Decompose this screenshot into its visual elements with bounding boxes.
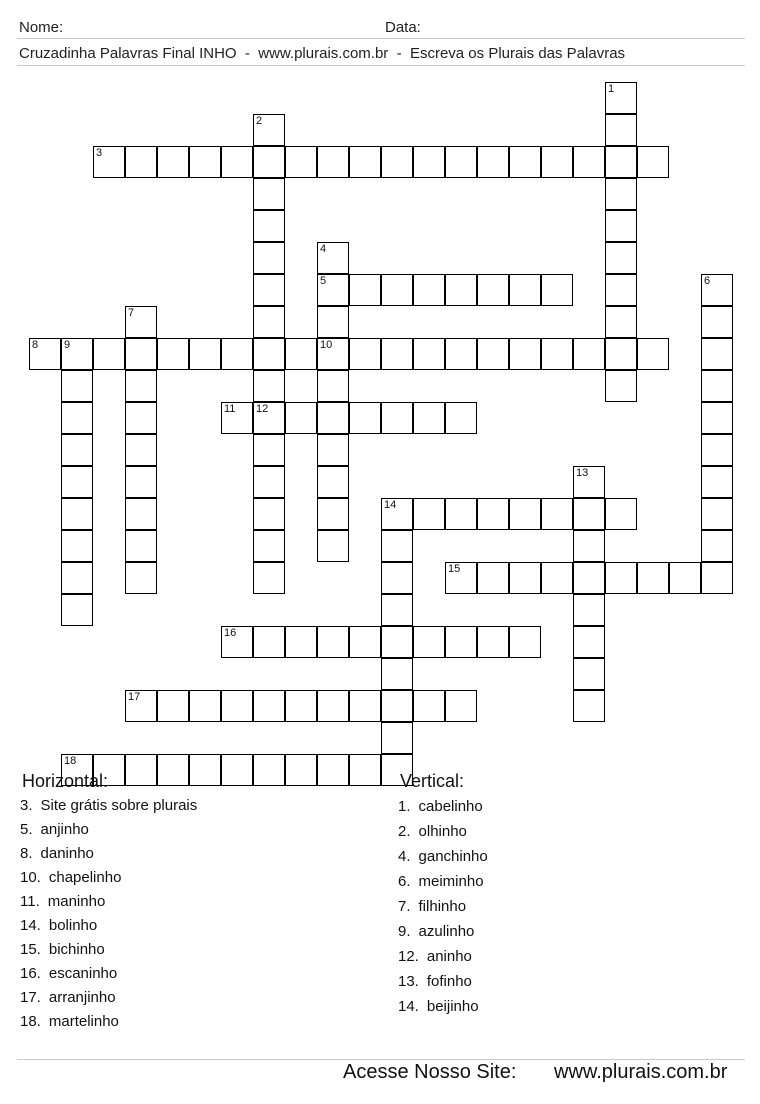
crossword-cell[interactable] <box>93 338 125 370</box>
clue-text: azulinho <box>418 923 475 940</box>
crossword-cell[interactable] <box>413 146 445 178</box>
clue-number: 11 <box>224 403 236 415</box>
clue-text: daninho <box>40 845 94 862</box>
clue-number: 6 <box>704 275 711 287</box>
clue-item <box>398 873 484 891</box>
clue-item <box>20 869 121 887</box>
clue-number: 5 <box>320 275 327 287</box>
crossword-cell[interactable] <box>413 498 445 530</box>
crossword-cell[interactable] <box>701 562 733 594</box>
clue-item <box>398 973 472 991</box>
clue-text: beijinho <box>426 998 479 1015</box>
crossword-cell[interactable] <box>125 562 157 594</box>
crossword-cell[interactable] <box>413 626 445 658</box>
crossword-cell[interactable] <box>285 754 317 786</box>
date-label: Data: <box>385 19 421 36</box>
crossword-cell[interactable] <box>605 146 637 178</box>
crossword-cell[interactable] <box>189 690 221 722</box>
crossword-cell[interactable] <box>29 338 61 370</box>
crossword-cell[interactable] <box>253 466 285 498</box>
clue-number: 4 <box>320 243 327 255</box>
crossword-cell[interactable] <box>701 274 733 306</box>
crossword-cell[interactable] <box>605 306 637 338</box>
crossword-cell[interactable] <box>253 434 285 466</box>
crossword-cell[interactable] <box>541 274 573 306</box>
crossword-cell[interactable] <box>317 626 349 658</box>
clue-number: 3. <box>20 797 33 814</box>
clue-text: chapelinho <box>48 869 122 886</box>
crossword-cell[interactable] <box>445 274 477 306</box>
crossword-cell[interactable] <box>317 370 349 402</box>
crossword-cell[interactable] <box>381 626 413 658</box>
crossword-cell[interactable] <box>445 146 477 178</box>
clue-text: bolinho <box>48 917 98 934</box>
clue-item <box>20 797 197 815</box>
clue-item <box>398 898 466 916</box>
footer-rule <box>17 1059 745 1060</box>
crossword-cell[interactable] <box>317 498 349 530</box>
crossword-cell[interactable] <box>317 338 349 370</box>
crossword-cell[interactable] <box>445 498 477 530</box>
crossword-cell[interactable] <box>381 274 413 306</box>
footer-url[interactable]: www.plurais.com.br <box>554 1061 728 1083</box>
clue-text: Site grátis sobre plurais <box>40 797 198 814</box>
crossword-cell[interactable] <box>349 402 381 434</box>
clue-number: 8 <box>32 339 39 351</box>
crossword-cell[interactable] <box>573 466 605 498</box>
crossword-cell[interactable] <box>125 498 157 530</box>
crossword-cell[interactable] <box>285 338 317 370</box>
crossword-cell[interactable] <box>61 594 93 626</box>
crossword-cell[interactable] <box>253 498 285 530</box>
crossword-cell[interactable] <box>253 338 285 370</box>
crossword-cell[interactable] <box>605 338 637 370</box>
clue-number: 6. <box>398 873 411 890</box>
crossword-cell[interactable] <box>509 626 541 658</box>
crossword-cell[interactable] <box>253 114 285 146</box>
crossword-cell[interactable] <box>253 402 285 434</box>
clue-text: escaninho <box>48 965 118 982</box>
crossword-cell[interactable] <box>413 274 445 306</box>
clue-number: 15 <box>448 563 461 575</box>
crossword-cell[interactable] <box>445 690 477 722</box>
clue-number: 2. <box>398 823 411 840</box>
crossword-cell[interactable] <box>477 626 509 658</box>
clue-text: maninho <box>47 893 106 910</box>
crossword-cell[interactable] <box>701 434 733 466</box>
crossword-cell[interactable] <box>573 658 605 690</box>
crossword-cell[interactable] <box>445 626 477 658</box>
clue-number: 1. <box>398 798 411 815</box>
clue-number: 14. <box>20 917 41 934</box>
clue-text: arranjinho <box>48 989 116 1006</box>
crossword-cell[interactable] <box>317 274 349 306</box>
crossword-cell[interactable] <box>349 754 381 786</box>
crossword-cell[interactable] <box>61 434 93 466</box>
clue-number: 12 <box>256 403 269 415</box>
crossword-cell[interactable] <box>605 274 637 306</box>
crossword-cell[interactable] <box>605 114 637 146</box>
crossword-cell[interactable] <box>637 338 669 370</box>
crossword-cell[interactable] <box>221 626 253 658</box>
clue-number: 10 <box>320 339 333 351</box>
crossword-cell[interactable] <box>317 242 349 274</box>
crossword-cell[interactable] <box>125 306 157 338</box>
clue-number: 11. <box>20 893 40 910</box>
crossword-cell[interactable] <box>381 594 413 626</box>
crossword-cell[interactable] <box>445 402 477 434</box>
crossword-cell[interactable] <box>285 626 317 658</box>
crossword-cell[interactable] <box>349 146 381 178</box>
worksheet-subtitle: Cruzadinha Palavras Final INHO - www.plurais.com.br - Escreva os Plurais das Palavras <box>19 45 626 62</box>
clue-number: 1 <box>608 83 615 95</box>
crossword-cell[interactable] <box>61 402 93 434</box>
clue-number: 14 <box>384 499 397 511</box>
clue-number: 14. <box>398 998 419 1015</box>
crossword-cell[interactable] <box>637 146 669 178</box>
crossword-cell[interactable] <box>285 690 317 722</box>
crossword-cell[interactable] <box>605 210 637 242</box>
crossword-cell[interactable] <box>573 530 605 562</box>
crossword-cell[interactable] <box>381 722 413 754</box>
crossword-cell[interactable] <box>317 466 349 498</box>
crossword-cell[interactable] <box>349 338 381 370</box>
crossword-cell[interactable] <box>285 402 317 434</box>
crossword-cell[interactable] <box>221 146 253 178</box>
clue-text: ganchinho <box>418 848 488 865</box>
crossword-cell[interactable] <box>541 562 573 594</box>
crossword-cell[interactable] <box>477 338 509 370</box>
clue-number: 17 <box>128 691 141 703</box>
crossword-cell[interactable] <box>605 498 637 530</box>
clue-text: fofinho <box>426 973 472 990</box>
crossword-cell[interactable] <box>317 434 349 466</box>
crossword-cell[interactable] <box>317 530 349 562</box>
crossword-cell[interactable] <box>509 146 541 178</box>
crossword-cell[interactable] <box>573 146 605 178</box>
name-label: Nome: <box>19 19 64 36</box>
crossword-cell[interactable] <box>605 242 637 274</box>
crossword-cell[interactable] <box>253 306 285 338</box>
crossword-cell[interactable] <box>477 498 509 530</box>
crossword-cell[interactable] <box>189 754 221 786</box>
crossword-cell[interactable] <box>701 466 733 498</box>
crossword-cell[interactable] <box>253 146 285 178</box>
crossword-cell[interactable] <box>253 370 285 402</box>
crossword-cell[interactable] <box>157 754 189 786</box>
clue-number: 8. <box>20 845 33 862</box>
clue-number: 5. <box>20 821 33 838</box>
crossword-cell[interactable] <box>445 562 477 594</box>
clue-item <box>398 823 467 841</box>
crossword-cell[interactable] <box>573 690 605 722</box>
clue-item <box>20 941 105 959</box>
clue-number: 17. <box>20 989 41 1006</box>
crossword-cell[interactable] <box>573 562 605 594</box>
crossword-cell[interactable] <box>509 562 541 594</box>
clue-text: aninho <box>426 948 472 965</box>
crossword-cell[interactable] <box>221 754 253 786</box>
crossword-cell[interactable] <box>189 146 221 178</box>
clue-item <box>20 965 117 983</box>
crossword-cell[interactable] <box>605 178 637 210</box>
crossword-cell[interactable] <box>157 146 189 178</box>
clue-number: 7. <box>398 898 411 915</box>
clue-number: 18 <box>64 755 77 767</box>
clue-number: 9. <box>398 923 411 940</box>
crossword-cell[interactable] <box>381 562 413 594</box>
crossword-cell[interactable] <box>701 498 733 530</box>
crossword-cell[interactable] <box>61 498 93 530</box>
crossword-cell[interactable] <box>541 338 573 370</box>
crossword-cell[interactable] <box>381 498 413 530</box>
clue-item <box>398 798 483 816</box>
crossword-cell[interactable] <box>317 402 349 434</box>
crossword-cell[interactable] <box>253 626 285 658</box>
clue-number: 16. <box>20 965 41 982</box>
clue-text: filhinho <box>418 898 467 915</box>
crossword-cell[interactable] <box>701 306 733 338</box>
clue-text: olhinho <box>418 823 467 840</box>
crossword-cell[interactable] <box>157 690 189 722</box>
crossword-cell[interactable] <box>573 498 605 530</box>
crossword-cell[interactable] <box>125 754 157 786</box>
crossword-cell[interactable] <box>381 530 413 562</box>
crossword-cell[interactable] <box>541 498 573 530</box>
clue-number: 3 <box>96 147 103 159</box>
clue-number: 13. <box>398 973 419 990</box>
crossword-cell[interactable] <box>669 562 701 594</box>
clue-number: 13 <box>576 467 589 479</box>
crossword-cell[interactable] <box>413 338 445 370</box>
crossword-cell[interactable] <box>413 690 445 722</box>
clue-item <box>398 998 479 1016</box>
crossword-cell[interactable] <box>253 562 285 594</box>
crossword-cell[interactable] <box>381 690 413 722</box>
clue-item <box>398 948 472 966</box>
crossword-cell[interactable] <box>349 690 381 722</box>
crossword-cell[interactable] <box>125 434 157 466</box>
crossword-cell[interactable] <box>381 658 413 690</box>
clue-text: anjinho <box>40 821 89 838</box>
crossword-cell[interactable] <box>381 338 413 370</box>
crossword-cell[interactable] <box>221 338 253 370</box>
crossword-cell[interactable] <box>125 402 157 434</box>
crossword-cell[interactable] <box>509 338 541 370</box>
crossword-cell[interactable] <box>253 690 285 722</box>
crossword-cell[interactable] <box>125 338 157 370</box>
crossword-cell[interactable] <box>285 146 317 178</box>
crossword-cell[interactable] <box>317 754 349 786</box>
horizontal-title: Horizontal: <box>22 771 109 791</box>
clue-number: 12. <box>398 948 419 965</box>
clue-number: 9 <box>64 339 71 351</box>
clue-item <box>398 923 474 941</box>
crossword-cell[interactable] <box>93 146 125 178</box>
crossword-cell[interactable] <box>317 146 349 178</box>
crossword-cell[interactable] <box>605 370 637 402</box>
vertical-title: Vertical: <box>400 771 465 791</box>
crossword-cell[interactable] <box>349 274 381 306</box>
crossword-cell[interactable] <box>477 146 509 178</box>
crossword-cell[interactable] <box>701 530 733 562</box>
crossword-cell[interactable] <box>221 402 253 434</box>
crossword-cell[interactable] <box>605 562 637 594</box>
clue-item <box>20 1013 119 1031</box>
crossword-cell[interactable] <box>573 338 605 370</box>
crossword-cell[interactable] <box>253 754 285 786</box>
crossword-cell[interactable] <box>349 626 381 658</box>
crossword-cell[interactable] <box>701 402 733 434</box>
crossword-cell[interactable] <box>445 338 477 370</box>
crossword-cell[interactable] <box>637 562 669 594</box>
crossword-cell[interactable] <box>61 338 93 370</box>
footer-label: Acesse Nosso Site: <box>343 1061 517 1083</box>
clue-text: bichinho <box>48 941 105 958</box>
clue-text: martelinho <box>48 1013 119 1030</box>
crossword-cell[interactable] <box>317 306 349 338</box>
clue-item <box>398 848 488 866</box>
crossword-cell[interactable] <box>317 690 349 722</box>
crossword-cell[interactable] <box>701 338 733 370</box>
crossword-cell[interactable] <box>61 530 93 562</box>
crossword-cell[interactable] <box>253 274 285 306</box>
clue-text: meiminho <box>418 873 484 890</box>
crossword-cell[interactable] <box>61 370 93 402</box>
crossword-cell[interactable] <box>605 82 637 114</box>
crossword-cell[interactable] <box>61 466 93 498</box>
crossword-cell[interactable] <box>125 530 157 562</box>
clue-number: 16 <box>224 627 237 639</box>
clue-number: 10. <box>20 869 41 886</box>
crossword-cell[interactable] <box>125 690 157 722</box>
crossword-cell[interactable] <box>413 402 445 434</box>
crossword-cell[interactable] <box>253 178 285 210</box>
crossword-cell[interactable] <box>221 690 253 722</box>
crossword-cell[interactable] <box>157 338 189 370</box>
crossword-cell[interactable] <box>381 146 413 178</box>
crossword-cell[interactable] <box>477 562 509 594</box>
crossword-cell[interactable] <box>477 274 509 306</box>
clue-number: 4. <box>398 848 411 865</box>
crossword-cell[interactable] <box>125 466 157 498</box>
crossword-cell[interactable] <box>509 498 541 530</box>
crossword-cell[interactable] <box>125 370 157 402</box>
clue-number: 18. <box>20 1013 41 1030</box>
clue-item <box>20 917 97 935</box>
crossword-cell[interactable] <box>253 242 285 274</box>
crossword-cell[interactable] <box>381 402 413 434</box>
crossword-cell[interactable] <box>125 146 157 178</box>
crossword-cell[interactable] <box>253 530 285 562</box>
clue-number: 2 <box>256 115 263 127</box>
clue-item <box>20 989 116 1007</box>
clue-item <box>20 845 94 863</box>
clue-text: cabelinho <box>418 798 483 815</box>
crossword-cell[interactable] <box>701 370 733 402</box>
crossword-cell[interactable] <box>541 146 573 178</box>
crossword-cell[interactable] <box>253 210 285 242</box>
clue-item <box>20 821 89 839</box>
crossword-cell[interactable] <box>509 274 541 306</box>
crossword-cell[interactable] <box>573 594 605 626</box>
clue-number: 7 <box>128 307 135 319</box>
crossword-cell[interactable] <box>189 338 221 370</box>
crossword-cell[interactable] <box>61 562 93 594</box>
crossword-cell[interactable] <box>573 626 605 658</box>
clue-item <box>20 893 105 911</box>
clue-number: 15. <box>20 941 41 958</box>
